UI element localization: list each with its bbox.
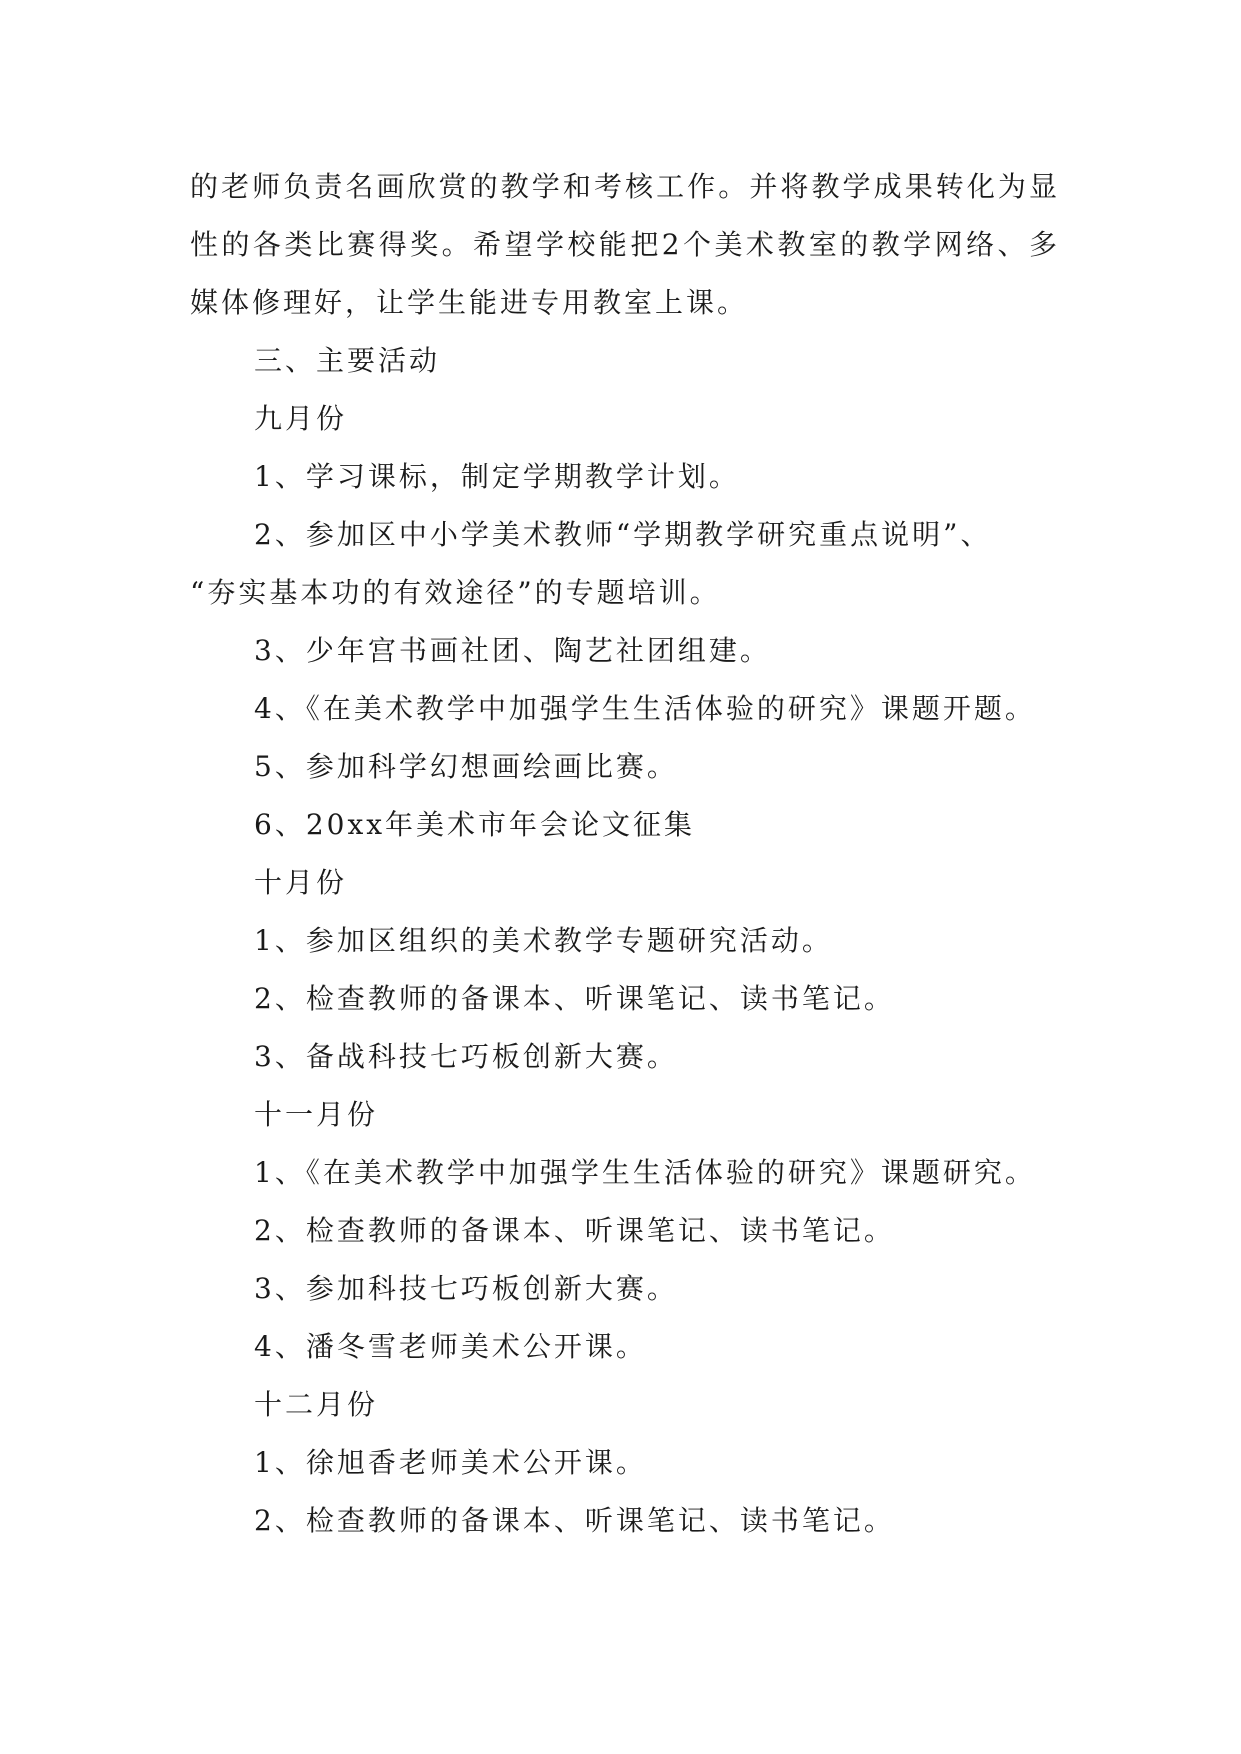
list-item: 2、检查教师的备课本、听课笔记、读书笔记。	[254, 1214, 895, 1247]
month-heading-september: 九月份	[254, 402, 348, 435]
list-item: 2、检查教师的备课本、听课笔记、读书笔记。	[254, 1504, 895, 1537]
document-body	[190, 158, 1060, 1550]
month-heading-october: 十月份	[254, 866, 348, 899]
list-item: 5、参加科学幻想画绘画比赛。	[254, 750, 678, 783]
list-item: 2、检查教师的备课本、听课笔记、读书笔记。	[254, 982, 895, 1015]
list-item: 2、参加区中小学美术教师“学期教学研究重点说明”、	[254, 518, 992, 551]
list-item: 4、潘冬雪老师美术公开课。	[254, 1330, 647, 1363]
list-item: 4、《在美术教学中加强学生生活体验的研究》课题开题。	[254, 692, 1036, 725]
list-item: 1、徐旭香老师美术公开课。	[254, 1446, 647, 1479]
month-heading-december: 十二月份	[254, 1388, 379, 1421]
month-heading-november: 十一月份	[254, 1098, 379, 1131]
list-item-continuation: “夯实基本功的有效途径”的专题培训。	[190, 576, 721, 609]
list-item: 3、参加科技七巧板创新大赛。	[254, 1272, 678, 1305]
intro-paragraph: 的老师负责名画欣赏的教学和考核工作。并将教学成果转化为显性的各类比赛得奖。希望学校能把2个美术教室的教学网络、多媒体修理好，让学生能进专用教室上课。	[190, 170, 1060, 319]
section-heading: 三、主要活动	[254, 344, 441, 377]
list-item: 1、《在美术教学中加强学生生活体验的研究》课题研究。	[254, 1156, 1036, 1189]
list-item: 3、备战科技七巧板创新大赛。	[254, 1040, 678, 1073]
list-item: 6、20xx年美术市年会论文征集	[254, 808, 696, 841]
list-item: 1、学习课标，制定学期教学计划。	[254, 460, 740, 493]
list-item: 1、参加区组织的美术教学专题研究活动。	[254, 924, 833, 957]
list-item: 3、少年宫书画社团、陶艺社团组建。	[254, 634, 771, 667]
